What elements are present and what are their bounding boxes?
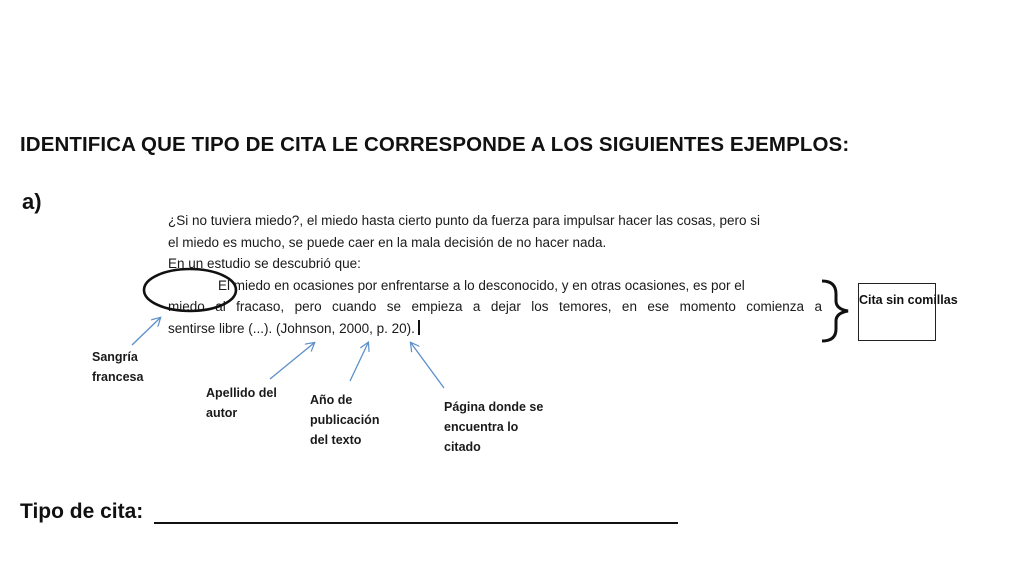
answer-blank-line[interactable] — [154, 522, 678, 524]
sangria-arrow — [132, 318, 160, 345]
label-pagina: Página donde se encuentra lo citado — [444, 400, 544, 454]
cita-sin-comillas-box: Cita sin comillas — [858, 283, 936, 341]
page-title: IDENTIFICA QUE TIPO DE CITA LE CORRESPONDE A LOS SIGUIENTES EJEMPLOS: — [20, 133, 850, 156]
paragraph-line-3: En un estudio se descubrió que: — [168, 256, 361, 271]
anio-arrow — [350, 343, 368, 381]
paragraph-line-1: ¿Si no tuviera miedo?, el miedo hasta cierto punto da fuerza para impulsar hacer las cosas, pero si — [168, 213, 761, 228]
label-anio: Año de publicación del texto — [310, 393, 380, 447]
pagina-arrow — [411, 343, 444, 388]
indent-circle — [144, 269, 236, 311]
label-sangria: Sangría francesa — [92, 350, 144, 384]
paragraph-line-2: el miedo es mucho, se puede caer en la mala decisión de no hacer nada. — [168, 235, 607, 250]
quote-line-2: miedo al fracaso, pero cuando se empieza a dejar los temores, en ese momento comienza a — [168, 299, 822, 314]
answer-label: Tipo de cita: — [20, 500, 144, 523]
quote-line-3-text: sentirse libre (...). (Johnson, 2000, p. 20). — [168, 321, 415, 336]
quote-brace — [822, 281, 848, 341]
apellido-arrow — [270, 343, 314, 379]
question-label: a) — [22, 189, 42, 214]
label-apellido: Apellido del autor — [206, 386, 277, 420]
quote-line-1: El miedo en ocasiones por enfrentarse a lo desconocido, y en otras ocasiones, es por el — [218, 278, 745, 293]
